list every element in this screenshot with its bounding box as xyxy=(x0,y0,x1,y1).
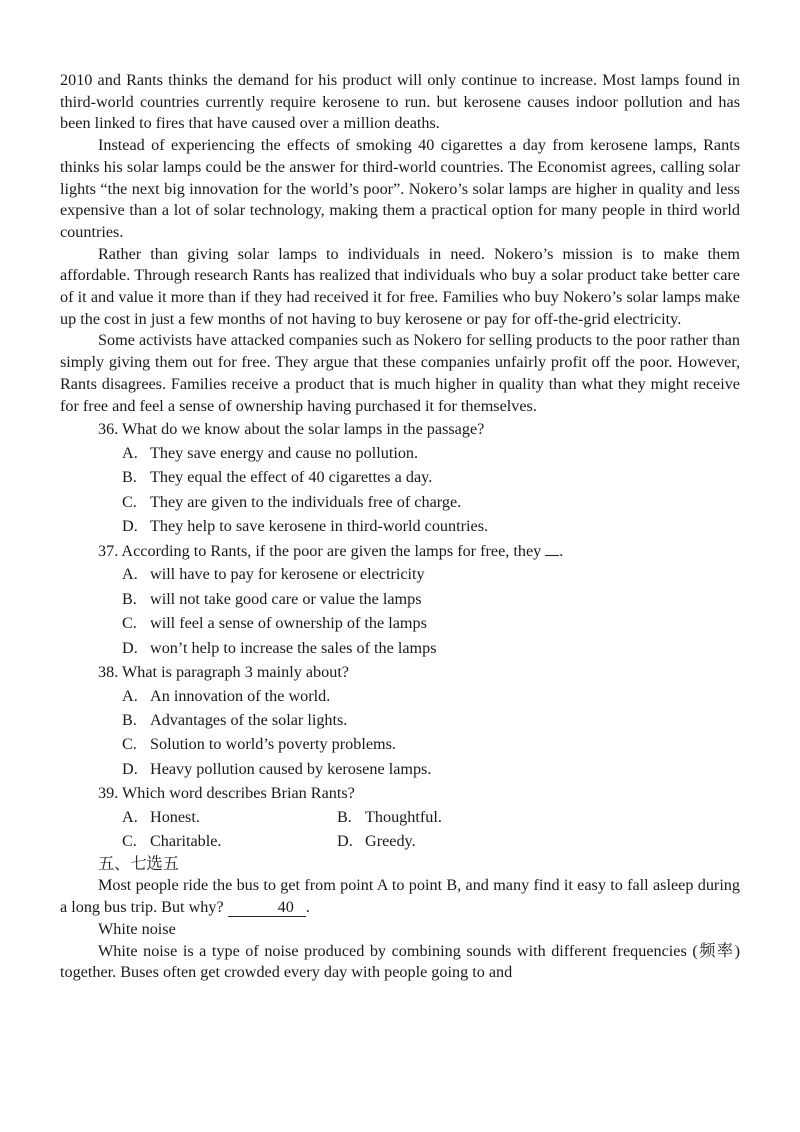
question-text: What is paragraph 3 mainly about? xyxy=(122,662,349,681)
exam-page xyxy=(60,70,740,984)
option-text: They are given to the individuals free of charge. xyxy=(150,492,462,511)
passage-paragraph-1: 2010 and Rants thinks the demand for his product will only continue to increase. Most lamps found in third-world countries currently require kerosene to run. but kerosene causes indoor pollution and has been linked to fires that have caused over a million deaths. xyxy=(60,71,740,133)
section-intro xyxy=(60,875,740,918)
intro-end-punct: . xyxy=(305,898,310,917)
option-text: Charitable. xyxy=(150,832,222,851)
option-36-b xyxy=(60,465,740,489)
passage-paragraph-2: Instead of experiencing the effects of smoking 40 cigarettes a day from kerosene lamps, Rants thinks his solar lamps could be the answer for third-world countries. The Economist agrees, calling solar lights “the next big innovation for the world’s poor”. Nokero’s solar lamps are higher in quality and less expensive than a lot of solar technology, making them a practical option for many people in third world countries. xyxy=(60,136,740,241)
option-letter: D. xyxy=(122,638,138,657)
section-subheading: White noise xyxy=(98,919,176,938)
option-letter: B. xyxy=(122,711,137,730)
option-text: They save energy and cause no pollution. xyxy=(150,443,419,462)
question-text: According to Rants, if the poor are given the lamps for free, they xyxy=(121,541,542,560)
intro-text: Most people ride the bus to get from point A to point B, and many find it easy to fall asleep during a long bus trip. But why? xyxy=(60,876,740,917)
option-39-b xyxy=(337,805,552,829)
option-letter: B. xyxy=(122,468,137,487)
option-letter: C. xyxy=(122,735,137,754)
option-letter: C. xyxy=(122,492,137,511)
question-39-stem xyxy=(60,783,740,805)
question-number: 37. xyxy=(98,541,119,560)
option-37-a xyxy=(60,562,740,586)
option-letter: C. xyxy=(122,614,137,633)
option-letter: B. xyxy=(122,589,137,608)
option-36-c xyxy=(60,490,740,514)
question-number: 38. xyxy=(98,662,119,681)
option-text: Advantages of the solar lights. xyxy=(150,711,348,730)
option-37-d xyxy=(60,636,740,660)
option-text: won’t help to increase the sales of the lamps xyxy=(150,638,437,657)
question-37-stem xyxy=(60,541,740,563)
option-letter: A. xyxy=(122,443,138,462)
option-letter: B. xyxy=(337,807,352,826)
answer-blank xyxy=(545,543,559,556)
option-39-a xyxy=(122,805,337,829)
section-heading: 五、七选五 xyxy=(98,854,179,873)
option-letter: A. xyxy=(122,686,138,705)
option-letter: A. xyxy=(122,565,138,584)
section-paragraph: White noise is a type of noise produced by combining sounds with different frequencies (频率) together. Buses often get crowded every day with people going to and xyxy=(60,941,740,982)
option-38-d xyxy=(60,757,740,781)
question-36-stem xyxy=(60,419,740,441)
option-text: Greedy. xyxy=(365,832,416,851)
option-text: An innovation of the world. xyxy=(150,686,331,705)
option-38-a xyxy=(60,684,740,708)
passage-paragraph-3: Rather than giving solar lamps to individuals in need. Nokero’s mission is to make them affordable. Through research Rants has realized that individuals who buy a solar product take better care of it and value it more than if they had received it for free. Families who buy Nokero’s solar lamps make up the cost in just a few months of not having to buy kerosene or pay for off-the-grid electricity. xyxy=(60,244,740,328)
option-text: Thoughtful. xyxy=(365,807,442,826)
option-row-39-cd xyxy=(60,829,740,853)
option-38-b xyxy=(60,708,740,732)
option-letter: C. xyxy=(122,832,137,851)
option-text: Solution to world’s poverty problems. xyxy=(150,735,396,754)
question-39 xyxy=(60,783,740,854)
option-text: will not take good care or value the lamps xyxy=(150,589,422,608)
question-number: 36. xyxy=(98,420,119,439)
question-36 xyxy=(60,419,740,538)
option-letter: A. xyxy=(122,807,138,826)
answer-blank-40: 40 xyxy=(228,898,306,917)
option-37-b xyxy=(60,587,740,611)
option-text: will feel a sense of ownership of the lamps xyxy=(150,614,427,633)
question-end-punct: . xyxy=(559,541,564,560)
question-37 xyxy=(60,541,740,660)
option-39-c xyxy=(122,829,337,853)
option-text: will have to pay for kerosene or electricity xyxy=(150,565,425,584)
question-text: What do we know about the solar lamps in the passage? xyxy=(122,420,485,439)
question-number: 39. xyxy=(98,784,119,803)
option-text: They help to save kerosene in third-world countries. xyxy=(150,517,489,536)
option-37-c xyxy=(60,611,740,635)
option-text: Honest. xyxy=(150,807,200,826)
option-row-39-ab xyxy=(60,805,740,829)
option-letter: D. xyxy=(122,759,138,778)
question-38 xyxy=(60,662,740,781)
option-36-a xyxy=(60,441,740,465)
option-text: They equal the effect of 40 cigarettes a day. xyxy=(150,468,433,487)
option-39-d xyxy=(337,829,552,853)
passage-paragraph-4: Some activists have attacked companies such as Nokero for selling products to the poor rather than simply giving them out for free. They argue that these companies unfairly profit off the poor. However, Rants disagrees. Families receive a product that is much higher in quality than what they might receive for free and feel a sense of ownership having purchased it for themselves. xyxy=(60,331,740,415)
question-38-stem xyxy=(60,662,740,684)
option-letter: D. xyxy=(122,517,138,536)
option-text: Heavy pollution caused by kerosene lamps. xyxy=(150,759,432,778)
option-letter: D. xyxy=(337,832,353,851)
option-38-c xyxy=(60,732,740,756)
option-36-d xyxy=(60,514,740,538)
question-text: Which word describes Brian Rants? xyxy=(122,784,355,803)
